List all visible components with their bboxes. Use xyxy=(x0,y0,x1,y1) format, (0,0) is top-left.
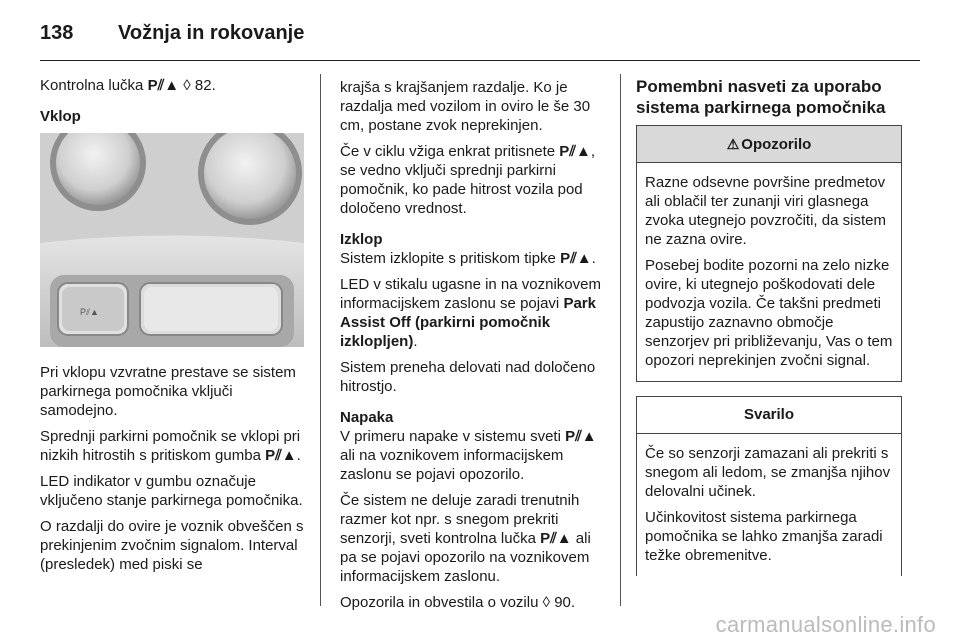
paragraph: Posebej bodite pozorni na zelo nizke ovire, ki utegnejo poškodovati dele podvozja vozila. Če takšni predmeti zapustijo zaznavno območje senzorjev pri približevanju, Vas o tem opozori neprekinjen zvočni signal. xyxy=(645,257,893,369)
warning-box xyxy=(636,125,902,382)
paragraph: Pri vklopu vzvratne prestave se sistem parkirnega pomočnika vključi samodejno. xyxy=(40,364,296,419)
column-2 xyxy=(340,78,608,619)
paragraph: Sistem preneha delovati nad določeno hitrostjo. xyxy=(340,359,596,395)
warning-triangle-icon: ⚠ xyxy=(726,136,740,152)
page-ref: 82. xyxy=(194,77,216,94)
paragraph: Če sistem ne deluje zaradi trenutnih razmer kot npr. s snegom prekriti senzorji, sveti kontrolna lučka P⫽▲ ali pa se pojavi opozorilo na voznikovem informacijskem zaslonu. xyxy=(340,492,591,585)
paragraph: LED v stikalu ugasne in na voznikovem informacijskem zaslonu se pojavi Park Assist Off (parkirni pomočnik izklopljen). xyxy=(340,276,601,350)
paragraph: LED indikator v gumbu označuje vključeno stanje parkirnega pomočnika. xyxy=(40,473,303,509)
caution-box xyxy=(636,396,902,576)
park-assist-icon: P⫽▲ xyxy=(147,77,180,94)
paragraph: Učinkovitost sistema parkirnega pomočnika se lahko zmanjša zaradi težke obremenitve. xyxy=(645,509,883,564)
paragraph: O razdalji do ovire je voznik obveščen s prekinjenim zvočnim signalom. Interval (presledek) med piski se xyxy=(40,518,304,573)
park-assist-icon: P⫽▲ xyxy=(265,447,297,464)
paragraph: Razne odsevne površine predmetov ali oblačil ter zunanji viri glasnega zvoka utegnejo povzročiti, da sistem ne zazna ovire. xyxy=(645,174,886,248)
park-assist-icon: P⫽▲ xyxy=(560,250,592,267)
paragraph: Če so senzorji zamazani ali prekriti s snegom ali ledom, se zmanjša njihov delovalni učinek. xyxy=(645,445,891,500)
paragraph: Sistem izklopite s pritiskom tipke P⫽▲. xyxy=(340,250,596,267)
page-ref-icon: ◊ xyxy=(183,77,191,94)
paragraph: Opozorila in obvestila o vozilu ◊ 90. xyxy=(340,594,576,611)
column-divider xyxy=(320,74,321,606)
indicator-line: Kontrolna lučka P⫽▲ ◊ 82. xyxy=(40,77,216,94)
page-number: 138 xyxy=(40,22,74,44)
heading-fault: Napaka xyxy=(340,409,394,426)
park-assist-icon: P⫽▲ xyxy=(540,530,572,547)
warning-header: ⚠ Opozorilo xyxy=(637,126,901,163)
paragraph: Sprednji parkirni pomočnik se vklopi pri nizkih hitrostih s pritiskom gumba P⫽▲. xyxy=(40,428,301,464)
paragraph: Če v ciklu vžiga enkrat pritisnete P⫽▲, se vedno vključi sprednji parkirni pomočnik, ko pade hitrost vozila pod določeno vrednost. xyxy=(340,143,595,217)
column-1 xyxy=(40,76,306,581)
heading-on: Vklop xyxy=(40,108,81,125)
photo-button-label: P⫽▲ xyxy=(80,307,99,317)
switch-panel-photo xyxy=(40,133,304,347)
page-ref-icon: ◊ xyxy=(542,594,551,611)
heading-off: Izklop xyxy=(340,231,383,248)
page-title: Vožnja in rokovanje xyxy=(118,22,305,44)
section-heading: Pomembni nasveti za uporabo sistema parkirnega pomočnika xyxy=(636,77,886,117)
caution-header: Svarilo xyxy=(637,397,901,434)
page-header xyxy=(40,14,920,61)
park-assist-icon: P⫽▲ xyxy=(565,428,597,445)
column-3 xyxy=(636,76,902,586)
column-divider xyxy=(620,74,621,606)
paragraph: krajša s krajšanjem razdalje. Ko je razdalja med vozilom in oviro le še 30 cm, postane zvok neprekinjen. xyxy=(340,79,591,134)
watermark: carmanualsonline.info xyxy=(715,612,936,637)
paragraph: V primeru napake v sistemu sveti P⫽▲ ali na voznikovem informacijskem zaslonu se pojavi opozorilo. xyxy=(340,428,597,483)
page-ref: 90. xyxy=(554,594,576,611)
park-assist-icon: P⫽▲ xyxy=(559,143,591,160)
message-text: Park Assist Off (parkirni pomočnik izklopljen) xyxy=(340,295,596,350)
